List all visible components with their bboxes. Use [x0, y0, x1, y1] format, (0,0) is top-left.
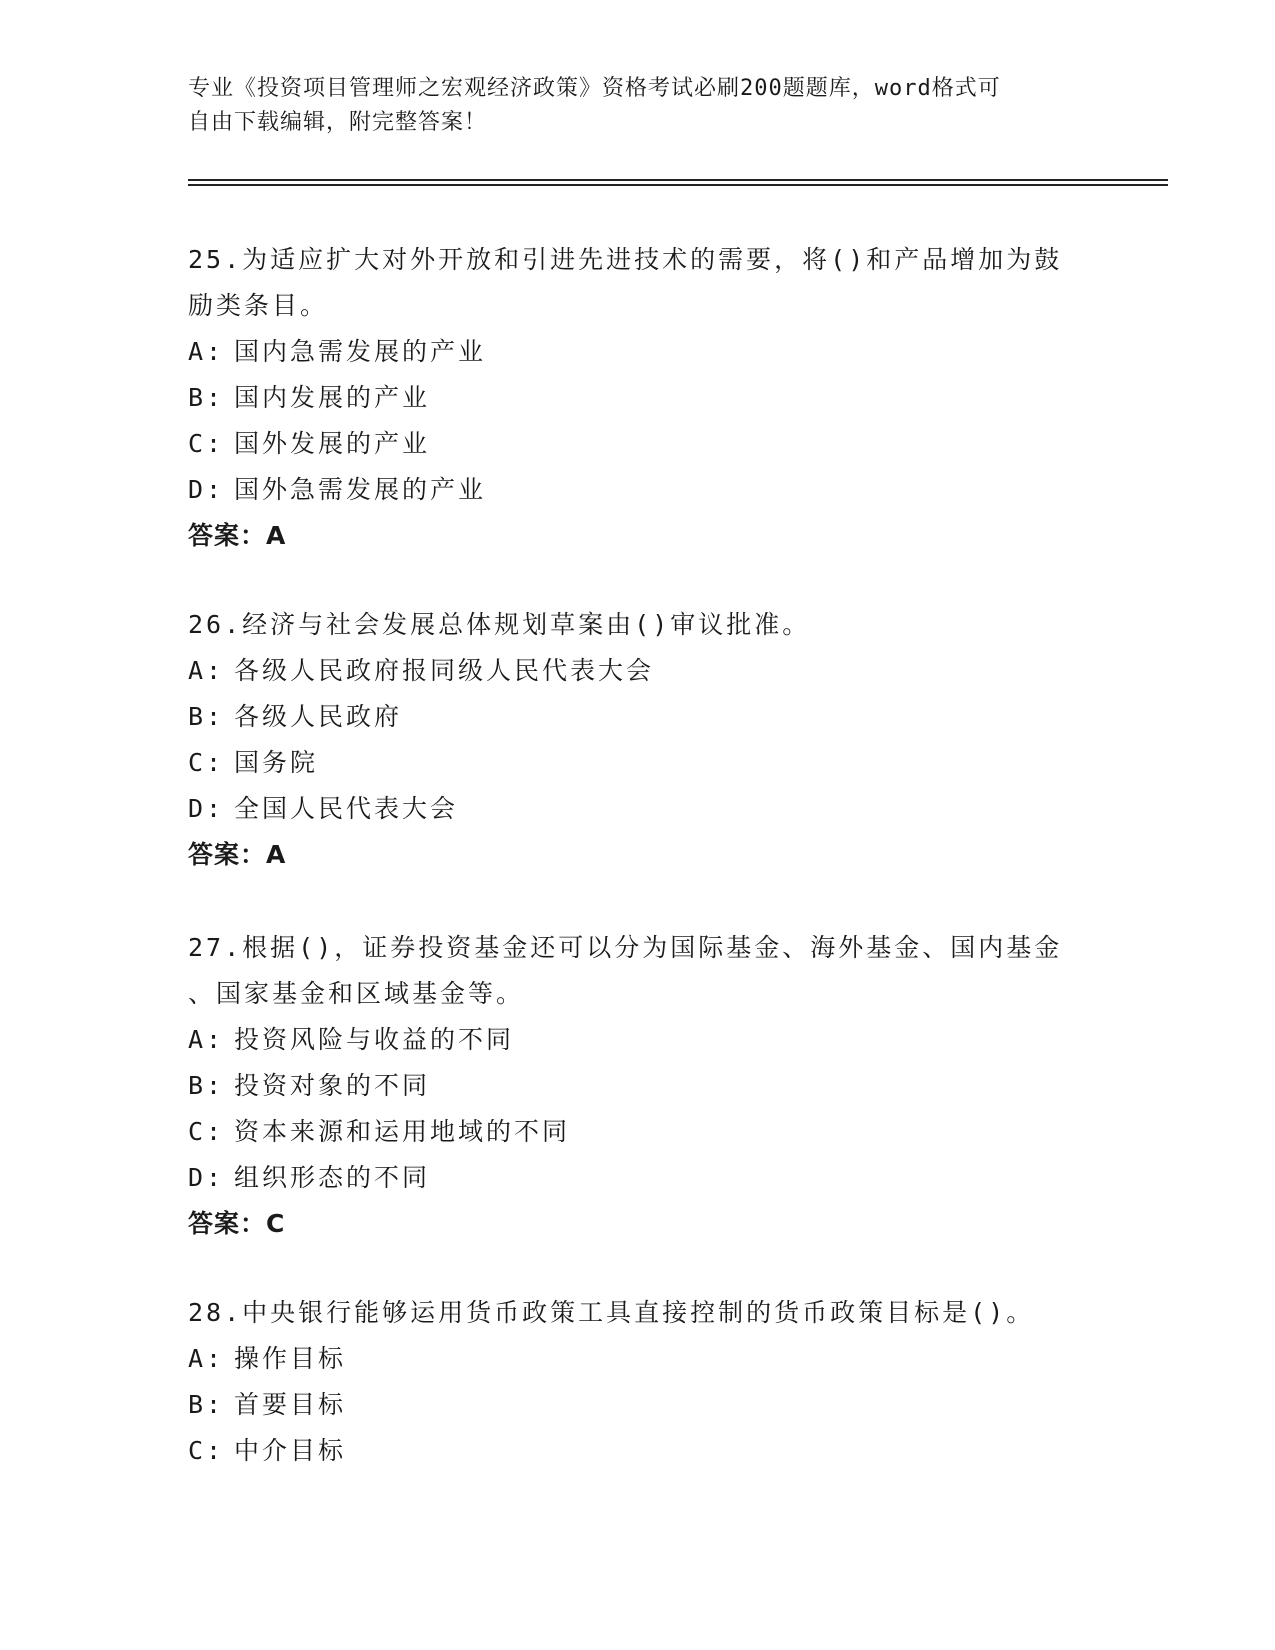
option-letter: B:	[188, 383, 225, 412]
option-d	[188, 1155, 1088, 1201]
answer-line: 答案：A	[188, 521, 287, 550]
option-c	[188, 1109, 1088, 1155]
option-text: 国外发展的产业	[234, 429, 431, 458]
option-d	[188, 467, 1088, 513]
option-letter: C:	[188, 1436, 225, 1465]
option-text: 国内发展的产业	[234, 383, 431, 412]
option-text: 首要目标	[234, 1390, 347, 1419]
question-stem-line-1: 27.根据()，证券投资基金还可以分为国际基金、海外基金、国内基金	[188, 933, 1063, 962]
option-b	[188, 1382, 1088, 1428]
answer-line: 答案：C	[188, 1209, 286, 1238]
header-title-line-1: 专业《投资项目管理师之宏观经济政策》资格考试必刷200题题库，word格式可	[188, 76, 1001, 101]
option-text: 投资风险与收益的不同	[234, 1025, 515, 1054]
option-letter: C:	[188, 1117, 225, 1146]
option-letter: A:	[188, 337, 225, 366]
option-letter: A:	[188, 1025, 225, 1054]
option-letter: B:	[188, 1390, 225, 1419]
option-letter: B:	[188, 702, 225, 731]
question-27	[188, 925, 1088, 1247]
option-c	[188, 740, 1088, 786]
option-a	[188, 648, 1088, 694]
question-stem-line-2: 励类条目。	[188, 291, 329, 320]
option-a	[188, 1336, 1088, 1382]
question-stem-line-1: 25.为适应扩大对外开放和引进先进技术的需要，将()和产品增加为鼓	[188, 245, 1063, 274]
option-text: 操作目标	[234, 1344, 347, 1373]
question-stem-line-2: 、国家基金和区域基金等。	[188, 979, 525, 1008]
option-letter: A:	[188, 1344, 225, 1373]
option-text: 各级人民政府报同级人民代表大会	[234, 656, 655, 685]
option-text: 资本来源和运用地域的不同	[234, 1117, 571, 1146]
option-letter: D:	[188, 794, 225, 823]
option-c	[188, 421, 1088, 467]
option-a	[188, 329, 1088, 375]
option-text: 中介目标	[234, 1436, 347, 1465]
option-letter: D:	[188, 475, 225, 504]
document-header	[188, 72, 1088, 140]
question-28	[188, 1290, 1088, 1474]
option-c	[188, 1428, 1088, 1474]
option-text: 组织形态的不同	[234, 1163, 431, 1192]
option-text: 国务院	[234, 748, 319, 777]
question-stem-line-1: 26.经济与社会发展总体规划草案由()审议批准。	[188, 610, 811, 639]
option-letter: D:	[188, 1163, 225, 1192]
header-divider-top	[188, 179, 1168, 181]
option-text: 各级人民政府	[234, 702, 403, 731]
header-divider-bottom	[188, 184, 1168, 186]
option-letter: C:	[188, 748, 225, 777]
option-a	[188, 1017, 1088, 1063]
option-text: 国外急需发展的产业	[234, 475, 487, 504]
question-26	[188, 602, 1088, 878]
option-text: 全国人民代表大会	[234, 794, 459, 823]
option-text: 国内急需发展的产业	[234, 337, 487, 366]
header-title-line-2: 自由下载编辑，附完整答案！	[188, 110, 488, 135]
option-letter: A:	[188, 656, 225, 685]
option-b	[188, 375, 1088, 421]
option-b	[188, 1063, 1088, 1109]
question-25	[188, 237, 1088, 559]
question-stem-line-1: 28.中央银行能够运用货币政策工具直接控制的货币政策目标是()。	[188, 1298, 1035, 1327]
option-letter: B:	[188, 1071, 225, 1100]
option-d	[188, 786, 1088, 832]
option-b	[188, 694, 1088, 740]
option-text: 投资对象的不同	[234, 1071, 431, 1100]
answer-line: 答案：A	[188, 840, 287, 869]
option-letter: C:	[188, 429, 225, 458]
